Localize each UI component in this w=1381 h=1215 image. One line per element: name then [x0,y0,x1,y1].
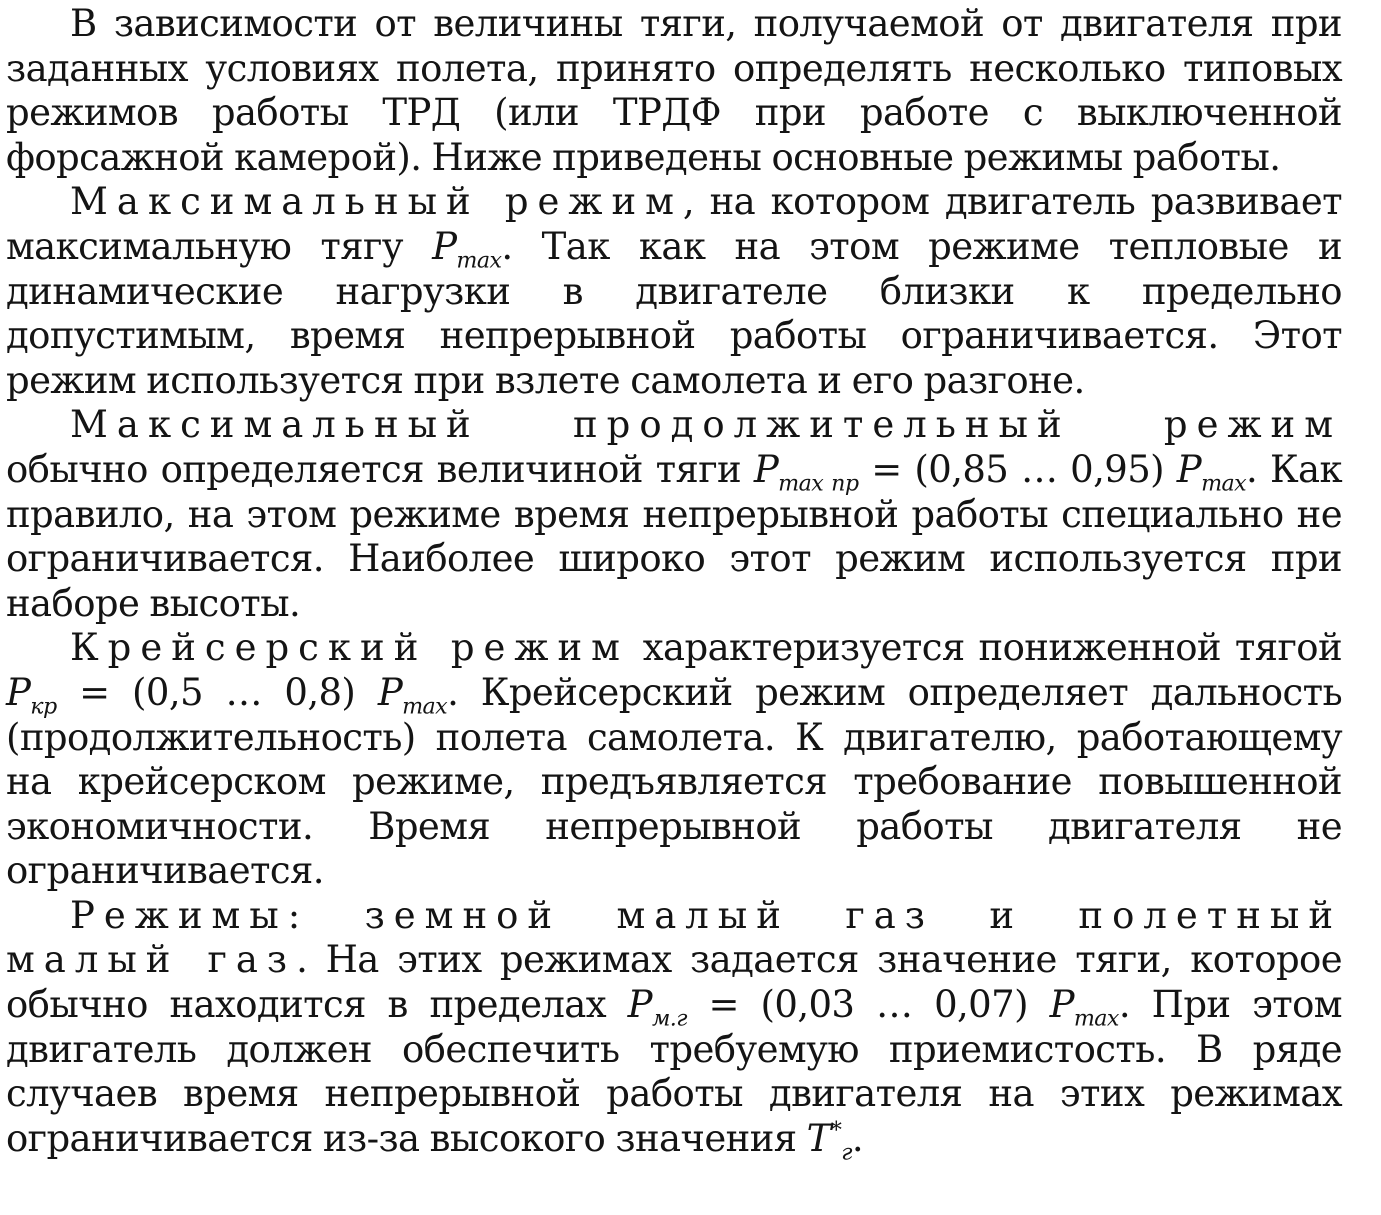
symbol-p: P [627,983,652,1027]
paragraph-cruise [6,626,1342,894]
paragraph-idle [6,893,1343,1166]
symbol-p: P [432,224,457,268]
document-page [6,2,1343,1166]
subscript-max-pr: max пр [778,470,859,497]
subscript-max: max [402,693,448,720]
max-mode-text-1: , на котором двигатель развивает максимальную тягу [6,180,1342,268]
symbol-p: P [1049,983,1074,1027]
idle-text-3: . При этом двигатель должен обеспечить требуемую приемистость. В ряде случаев время непрерывной работы двигателя на этих режимах ограничивается из-за высокого значения [6,983,1342,1160]
subscript-max: max [1073,1005,1119,1032]
intro-text: В зависимости от величины тяги, получаемой от двигателя при заданных условиях полета, принято определять несколько типовых режимов работы ТРД (или ТРДФ при работе с выключенной форсажной камерой). Ниже приведены основные режимы работы. [6,2,1342,179]
term-max-continuous: Максимальный продолжительный режим [70,403,1342,447]
max-continuous-text-2: = (0,85 … 0,95) [858,447,1177,491]
term-idle: Режимы: земной малый газ и полетный малый газ [6,893,1342,982]
symbol-p: P [1176,447,1202,491]
paragraph-max-mode [6,180,1342,403]
cruise-text-2: = (0,5 … 0,8) [56,670,378,714]
idle-text-1: . На этих режимах задается значение тяги, которое обычно находится в пределах [6,938,1343,1027]
term-max-mode: Максимальный режим [70,180,683,224]
symbol-p: P [753,447,779,491]
cruise-text-3: . Крейсерский режим определяет дальность (продолжительность) полета самолета. К двигателю, работающему на крейсерском режиме, предъявляется требование повышенной экономичности. Время непрерывной работы двигателя не ограничивается. [6,670,1342,893]
symbol-p: P [377,670,403,714]
subscript-mg: м.г [651,1005,687,1032]
paragraph-max-continuous [6,403,1342,626]
max-continuous-text-1: обычно определяется величиной тяги [6,447,754,491]
subscript-max: max [1201,470,1247,497]
superscript-star: * [830,1117,842,1144]
paragraph-intro [6,2,1342,180]
idle-text-4: . [851,1116,864,1160]
subscript-kr: кр [30,693,57,720]
symbol-t: T [806,1116,831,1160]
max-mode-text-2: . Так как на этом режиме тепловые и динамические нагрузки в двигателе близки к предельно допустимым, время непрерывной работы ограничивается. Этот режим используется при взлете самолета и его разгоне. [6,224,1342,402]
idle-text-2: = (0,03 … 0,07) [686,983,1050,1027]
subscript-g: г [841,1139,852,1166]
symbol-p: P [6,670,31,714]
subscript-max: max [456,247,502,274]
cruise-text-1: характеризуется пониженной тягой [628,626,1342,670]
max-continuous-text-3: . Как правило, на этом режиме время непрерывной работы специально не ограничивается. Наиболее широко этот режим используется при наборе высоты. [6,447,1342,625]
term-cruise: Крейсерский режим [70,626,629,670]
